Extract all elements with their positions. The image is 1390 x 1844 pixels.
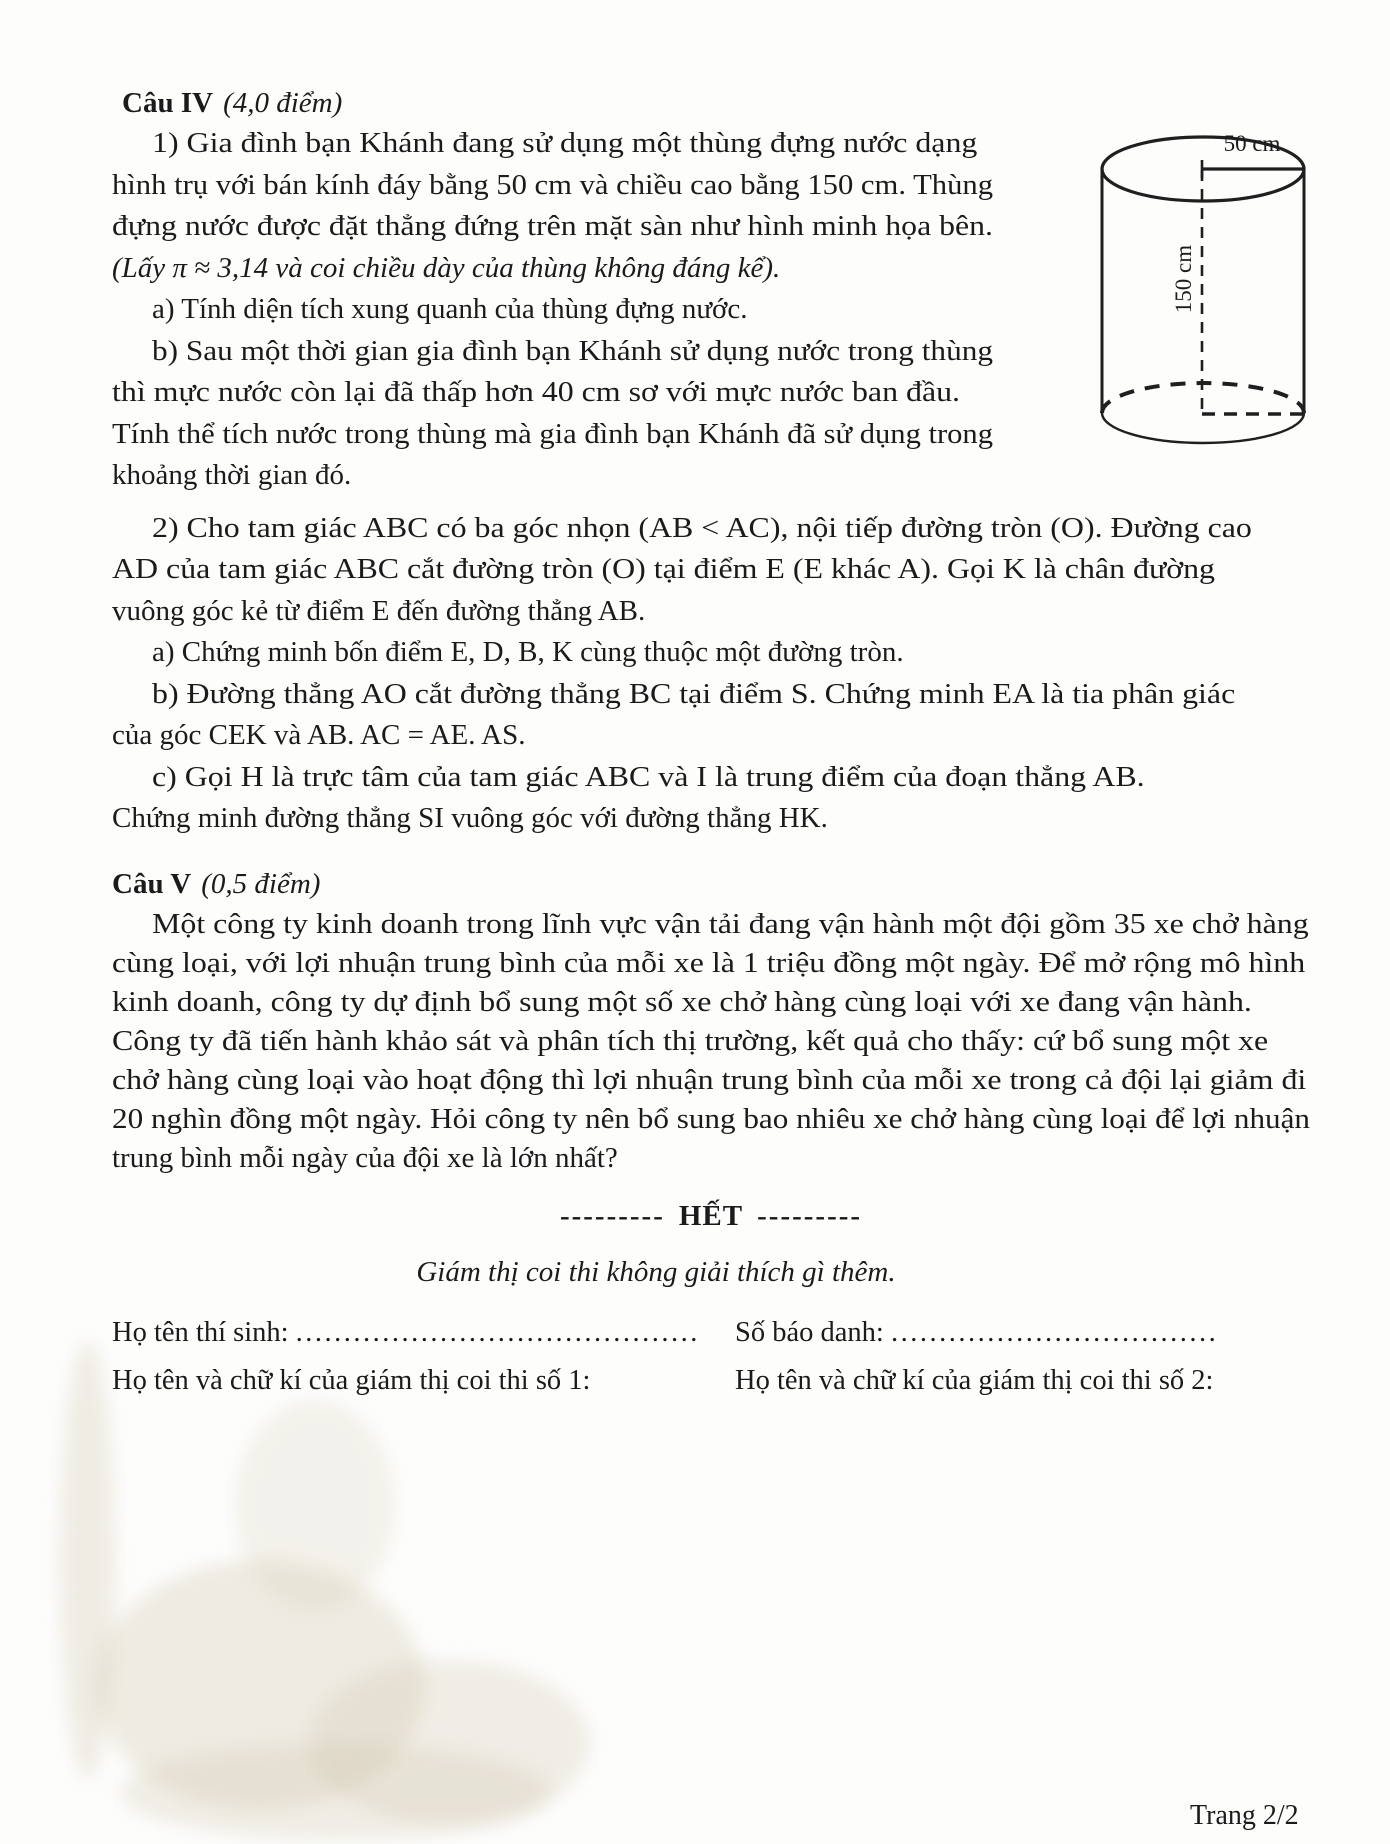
proctor-note: Giám thị coi thi không giải thích gì thêm.: [416, 1255, 896, 1288]
proctor1-label: Họ tên và chữ kí của giám thị coi thi số 1:: [112, 1364, 591, 1396]
line-text: 20 nghìn đồng một ngày. Hỏi công ty nên bổ sung bao nhiêu xe chở hàng cùng loại để lợi nhuận: [112, 1102, 1310, 1135]
text-line: [112, 1100, 1310, 1139]
text-line: [112, 1022, 1310, 1061]
text-line: [112, 632, 1310, 674]
line-text: (Lấy π ≈ 3,14 và coi chiều dày của thùng không đáng kể).: [112, 251, 781, 284]
cylinder-figure: [1095, 130, 1315, 460]
line-text: Một công ty kinh doanh trong lĩnh vực vận tải đang vận hành một đội gồm 35 xe chở hàng: [152, 907, 1309, 940]
candidate-number-label: Số báo danh:: [735, 1316, 891, 1348]
line-text: 1) Gia đình bạn Khánh đang sử dụng một thùng đựng nước dạng: [152, 127, 978, 159]
line-text: khoảng thời gian đó.: [112, 459, 352, 491]
line-text: a) Tính diện tích xung quanh của thùng đựng nước.: [152, 293, 748, 325]
proctor2-label: Họ tên và chữ kí của giám thị coi thi số 2:: [735, 1364, 1214, 1396]
line-text: trung bình mỗi ngày của đội xe là lớn nhất?: [112, 1141, 618, 1174]
text-line: [112, 414, 993, 456]
radius-label: 50 cm: [1223, 131, 1281, 156]
scan-smudge: [235, 1400, 395, 1610]
text-line: [112, 248, 993, 290]
text-line: [112, 591, 1310, 633]
scan-smudge: [120, 1745, 550, 1840]
section-points: (4,0 điểm): [223, 87, 343, 119]
candidate-number-dots: ..................................: [890, 1316, 1219, 1348]
line-text: cùng loại, với lợi nhuận trung bình của mỗi xe là 1 triệu đồng một ngày. Để mở rộng mô hình: [112, 946, 1306, 979]
candidate-info-row: [112, 1311, 1310, 1355]
text-line: [112, 757, 1310, 799]
text-line: [112, 674, 1310, 716]
line-text: Chứng minh đường thẳng SI vuông góc với đường thẳng HK.: [112, 802, 828, 834]
line-text: kinh doanh, công ty dự định bổ sung một số xe chở hàng cùng loại với xe đang vận hành.: [112, 985, 1252, 1018]
line-text: Tính thể tích nước trong thùng mà gia đình bạn Khánh đã sử dụng trong: [112, 417, 993, 450]
spacer: [112, 497, 1310, 508]
text-line: [112, 715, 1310, 757]
text-line: [112, 983, 1310, 1022]
line-text: thì mực nước còn lại đã thấp hơn 40 cm sơ với mực nước ban đầu.: [112, 376, 961, 408]
section-heading: [122, 83, 1310, 123]
line-text: AD của tam giác ABC cắt đường tròn (O) tại điểm E (E khác A). Gọi K là chân đường: [112, 553, 1216, 585]
line-text: b) Đường thẳng AO cắt đường thẳng BC tại điểm S. Chứng minh EA là tia phân giác: [152, 677, 1236, 710]
text-line: [112, 944, 1310, 983]
text-line: [112, 331, 993, 373]
line-text: b) Sau một thời gian gia đình bạn Khánh sử dụng nước trong thùng: [152, 334, 993, 367]
text-line: [112, 905, 1310, 944]
line-text: Công ty đã tiến hành khảo sát và phân tích thị trường, kết quả cho thấy: cứ bổ sung một xe: [112, 1024, 1269, 1057]
line-text: của góc CEK và AB. AC = AE. AS.: [112, 719, 526, 751]
section-points: (0,5 điểm): [201, 867, 321, 900]
line-text: a) Chứng minh bốn điểm E, D, B, K cùng thuộc một đường tròn.: [152, 636, 904, 668]
proctor-signature-row: [112, 1359, 1310, 1403]
line-text: vuông góc kẻ từ điểm E đến đường thẳng AB.: [112, 594, 646, 627]
line-text: 2) Cho tam giác ABC có ba góc nhọn (AB < AC), nội tiếp đường tròn (O). Đường cao: [152, 511, 1252, 544]
text-line: [112, 1139, 1310, 1178]
text-line: [112, 372, 993, 414]
text-line: [112, 798, 1310, 840]
cylinder-drawing: [1095, 130, 1315, 460]
text-line: [112, 289, 993, 331]
section-label: Câu V: [112, 867, 192, 900]
end-marker-dashes: ---------: [757, 1199, 863, 1232]
text-line: [112, 206, 993, 248]
section-heading: [112, 863, 1310, 905]
text-line: [112, 455, 993, 497]
text-line: [112, 549, 1310, 591]
text-line: [112, 165, 993, 207]
candidate-name-dots: ..........................................: [295, 1316, 700, 1348]
candidate-name-label: Họ tên thí sinh:: [112, 1316, 296, 1348]
page-number: Trang 2/2: [1190, 1800, 1299, 1831]
text-line: [112, 1061, 1310, 1100]
text-line: [112, 123, 993, 165]
end-marker-word: HẾT: [678, 1199, 744, 1232]
end-marker: [112, 1196, 1310, 1236]
height-label: 150 cm: [1171, 244, 1196, 314]
text-line: [112, 508, 1310, 550]
line-text: hình trụ với bán kính đáy bằng 50 cm và chiều cao bằng 150 cm. Thùng: [112, 168, 993, 201]
end-marker-dashes: ---------: [559, 1199, 665, 1232]
line-text: đựng nước được đặt thẳng đứng trên mặt sàn như hình minh họa bên.: [112, 210, 993, 242]
line-text: chở hàng cùng loại vào hoạt động thì lợi nhuận trung bình của mỗi xe trong cả đội lại giảm đi: [112, 1063, 1307, 1096]
line-text: c) Gọi H là trực tâm của tam giác ABC và I là trung điểm của đoạn thẳng AB.: [152, 760, 1145, 793]
section-label: Câu IV: [122, 87, 214, 119]
